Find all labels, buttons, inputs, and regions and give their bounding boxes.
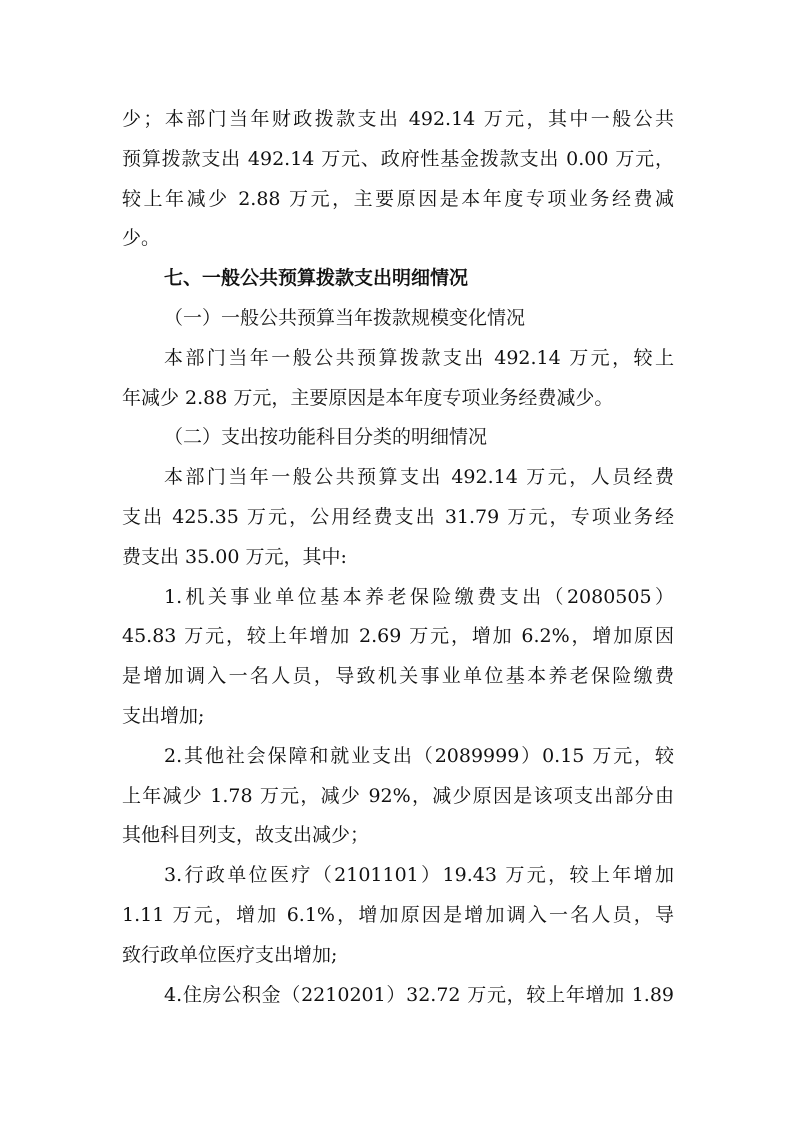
text-line: 年减少 2.88 万元，主要原因是本年度专项业务经费减少。 [122, 386, 614, 409]
text-line: 预算拨款支出 492.14 万元、政府性基金拨款支出 0.00 万元， [122, 147, 674, 170]
text-line: 费支出 35.00 万元，其中: [122, 545, 347, 568]
text-line: 较上年减少 2.88 万元，主要原因是本年度专项业务经费减 [122, 187, 674, 210]
text-line: 少；本部门当年财政拨款支出 492.14 万元，其中一般公共 [122, 108, 674, 130]
list-item-line: 3.行政单位医疗（2101101）19.43 万元，较上年增加 [164, 864, 674, 887]
list-item-line: 45.83 万元，较上年增加 2.69 万元，增加 6.2%，增加原因 [122, 625, 674, 648]
list-item-line: 1.11 万元，增加 6.1%，增加原因是增加调入一名人员，导 [122, 903, 674, 926]
list-item-line: 上年减少 1.78 万元，减少 92%，减少原因是该项支出部分由 [122, 784, 674, 807]
list-item-line: 1.机关事业单位基本养老保险缴费支出（2080505） [164, 585, 674, 608]
list-item-line: 支出增加; [122, 704, 205, 727]
text-line: 少。 [122, 227, 161, 250]
list-item-line: 4.住房公积金（2210201）32.72 万元，较上年增加 1.89 [164, 983, 674, 1006]
document-body [122, 100, 674, 1015]
list-item-line: 是增加调入一名人员，导致机关事业单位基本养老保险缴费 [122, 665, 674, 688]
subsection-heading: （一）一般公共预算当年拨款规模变化情况 [164, 306, 526, 329]
list-item-line: 其他科目列支，故支出减少； [122, 824, 370, 847]
text-line: 支出 425.35 万元，公用经费支出 31.79 万元，专项业务经 [122, 505, 674, 528]
section-heading: 七、一般公共预算拨款支出明细情况 [164, 267, 469, 290]
subsection-heading: （二）支出按功能科目分类的明细情况 [164, 426, 488, 449]
text-line: 本部门当年一般公共预算支出 492.14 万元，人员经费 [164, 466, 674, 489]
text-line: 本部门当年一般公共预算拨款支出 492.14 万元，较上 [164, 346, 674, 369]
list-item-line: 致行政单位医疗支出增加; [122, 943, 338, 966]
list-item-line: 2.其他社会保障和就业支出（2089999）0.15 万元，较 [164, 744, 674, 767]
